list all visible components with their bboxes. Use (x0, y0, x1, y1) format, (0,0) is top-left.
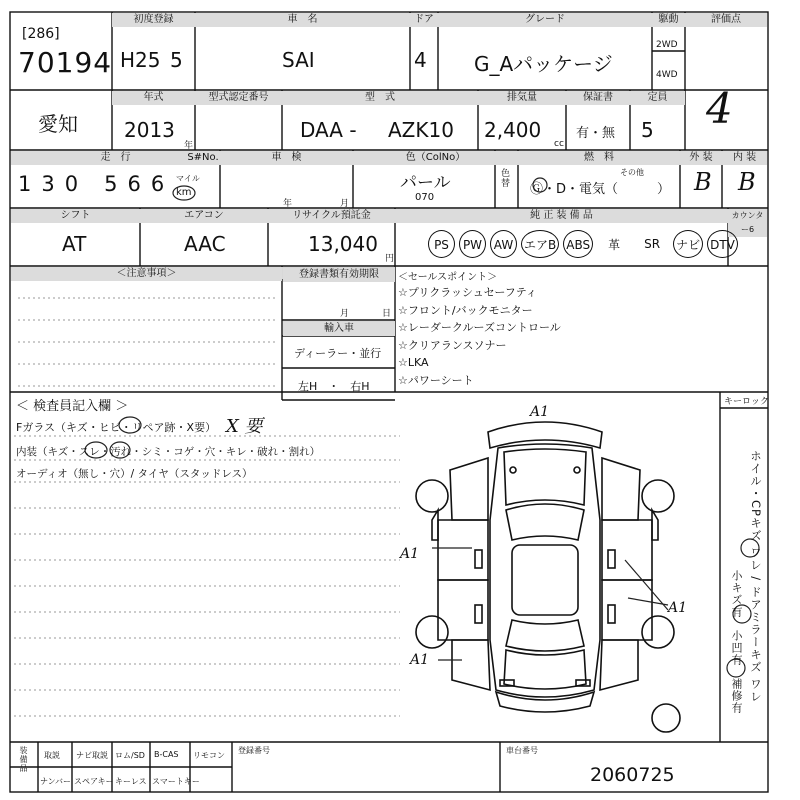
aircon-label: エアコン (140, 209, 268, 223)
first-reg-era: H25 (120, 48, 161, 72)
warranty-label: 保証書 (566, 91, 630, 105)
mileage-digit: 6 (150, 172, 165, 196)
inspector-line-2: 内装（キズ・スレ・汚れ・シミ・コゲ・穴・キレ・破れ・割れ） (16, 446, 321, 458)
recycle-unit: 円 (385, 254, 395, 264)
mileage-digit: 5 (104, 172, 118, 196)
fuel-value: Ⓖ・D・電気（ ） (530, 182, 671, 197)
keylock-label: キーロック (724, 397, 769, 407)
import-type: ディーラー・並行 (294, 347, 382, 360)
footer-item: ナビ取説 (76, 751, 108, 760)
chassis-code: AZK10 (388, 118, 454, 142)
displacement-unit: cc (554, 139, 564, 149)
mileage-digit: 6 (127, 172, 141, 196)
chassis-label: 型 式 (282, 91, 478, 105)
footer-side-label: 装備品 (19, 746, 28, 773)
chassis-number-label: 車台番号 (506, 746, 538, 755)
score-label: 評価点 (685, 13, 767, 27)
inspector-x-mark: X 要 (226, 416, 263, 437)
equip-sunroof: SR (644, 237, 661, 251)
displacement-label: 排気量 (478, 91, 566, 105)
mileage-digits (18, 172, 164, 196)
selling-point: ☆フロント/バックモニター (398, 303, 533, 317)
mileage-label: 走 行 (11, 151, 220, 165)
first-reg-label: 初度登録 (112, 13, 195, 27)
mileage-digit: 0 (64, 172, 79, 196)
selling-point: ☆レーダークルーズコントロール (398, 321, 561, 334)
footer-item: 取説 (44, 751, 60, 760)
reg-expiry-month: 月 (340, 309, 350, 319)
shift-label: シフト (11, 209, 140, 223)
year-label: 年式 (112, 91, 195, 105)
inspection-month: 月 (340, 199, 350, 209)
inspection-year: 年 (283, 199, 293, 209)
reg-expiry-day: 日 (382, 309, 392, 319)
equip-navi: ナビ (673, 230, 703, 258)
region: 愛知 (38, 112, 78, 136)
right-notes-2: 小キズ有 小凹有 補修有 (730, 570, 743, 714)
ext-label: 外 装 (680, 151, 722, 165)
grade-value: G_Aパッケージ (474, 52, 613, 76)
footer-item: スペアキー (74, 777, 114, 786)
selling-point: ☆LKA (398, 356, 429, 369)
recycle-label: リサイクル預託金 (268, 209, 395, 223)
door-label: ドア (410, 13, 438, 27)
selling-points-label: ＜セールスポイント＞ (398, 272, 498, 283)
footer-item: B-CAS (154, 750, 179, 759)
footer-item: スマートキー (152, 777, 200, 786)
equip-airbag: エアB (521, 230, 559, 258)
model-name: SAI (282, 48, 315, 72)
inspection-label: 車 検 (220, 151, 353, 165)
aircon-value: AAC (184, 232, 226, 256)
carrier-label: カウンター6 (728, 209, 767, 237)
type-cert-label: 型式認定番号 (195, 91, 282, 105)
fuel-label: 燃 料 (518, 151, 680, 165)
int-label: 内 装 (722, 151, 767, 165)
equip-ps: PS (428, 230, 455, 258)
selling-point: ☆クリアランスソナー (398, 338, 507, 352)
reg-number-label: 登録番号 (238, 746, 270, 755)
color-change-label: 色替 (499, 168, 509, 188)
footer-item: ナンバー (40, 777, 72, 786)
equip-aw: AW (490, 230, 517, 258)
warranty-value: 有・無 (576, 126, 616, 141)
lot-number: 70194 (18, 46, 113, 79)
footer-item: リモコン (193, 751, 225, 760)
selling-point: ☆プリクラッシュセーフティ (398, 286, 537, 299)
drive-2wd: 2WD (656, 40, 678, 50)
mileage-unit-km: km (176, 187, 192, 198)
equipment-list (428, 228, 739, 260)
color-value: パール (400, 173, 451, 193)
shift-value: AT (62, 232, 87, 256)
door-count: 4 (414, 48, 427, 72)
footer-item: キーレス (115, 777, 147, 786)
chassis-number: 2060725 (590, 764, 675, 786)
chassis-prefix: DAA - (300, 118, 357, 142)
handle-side: 左H ・ 右H (298, 380, 370, 393)
notes-label: ＜注意事項＞ (11, 267, 282, 281)
mileage-digit: 1 (18, 172, 32, 196)
drive-label: 駆動 (652, 13, 685, 27)
displacement: 2,400 (484, 118, 542, 142)
damage-mark: A1 (530, 404, 550, 420)
mileage-digit: 3 (41, 172, 55, 196)
capacity-label: 定員 (630, 91, 685, 105)
mileage-unit-mile: マイル (176, 174, 200, 183)
inspector-line-3: オーディオ（無し・穴）/ タイヤ（スタッドレス） (16, 468, 253, 480)
exterior-grade: B (694, 168, 712, 196)
lot-prefix: [286] (22, 26, 60, 42)
damage-mark: A1 (668, 600, 688, 616)
score-value: 4 (706, 84, 733, 133)
grade-label: グレード (438, 13, 652, 27)
damage-mark: A1 (400, 546, 420, 562)
right-notes: ホイル・CPキズ ワレ / ドアミラーキズ ワレ (749, 450, 763, 703)
color-code: 070 (415, 192, 435, 203)
reg-expiry-label: 登録書類有効期限 (283, 268, 395, 282)
equip-abs: ABS (563, 230, 593, 258)
equip-dtv: DTV (707, 230, 738, 258)
recycle-value: 13,040 (308, 232, 378, 256)
equip-leather: 革 (608, 237, 621, 252)
inspector-title: ＜ 検査員記入欄 ＞ (16, 399, 129, 414)
selling-point: ☆パワーシート (398, 373, 474, 387)
damage-mark: A1 (410, 652, 430, 668)
fuel-other-label: その他 (620, 168, 644, 177)
first-reg-month: 5 (170, 48, 183, 72)
model-year: 2013 (124, 118, 175, 142)
equip-pw: PW (459, 230, 486, 258)
selling-points-list (398, 284, 561, 389)
model-year-unit: 年 (184, 141, 194, 151)
equipment-label: 純 正 装 備 品 (395, 209, 728, 223)
footer-item: ロム/SD (115, 751, 145, 760)
sno-label: S#No. (187, 152, 219, 163)
color-label: 色（ColNo） (353, 151, 518, 165)
model-label: 車 名 (195, 13, 410, 27)
inspector-line-1: Fガラス（キズ・ヒビ・リペア跡・X要） (16, 421, 217, 434)
import-label: 輸入車 (283, 322, 395, 336)
capacity-value: 5 (641, 118, 654, 142)
drive-4wd: 4WD (656, 70, 678, 80)
interior-grade: B (738, 168, 756, 196)
